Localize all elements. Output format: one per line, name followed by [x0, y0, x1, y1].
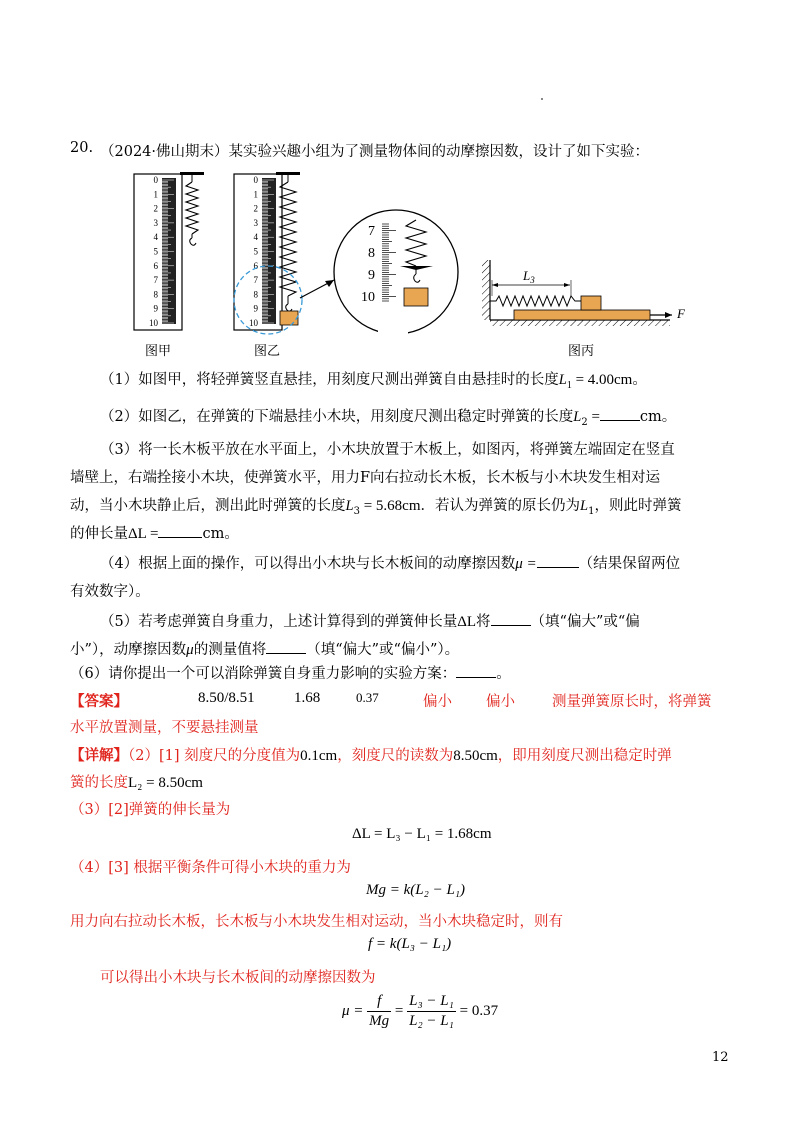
fig-b-ruler-label-4: 4 — [253, 232, 258, 243]
fig-b-ruler-label-7: 7 — [253, 275, 258, 286]
page-number: 12 — [712, 1050, 729, 1065]
fraction-f-over-Mg: $\frac{f}{Mg}$ — [369, 993, 390, 1029]
solution-step3: （3）[2]弹簧的伸长量为 — [70, 802, 231, 818]
caption-fig-c: 图丙 — [568, 344, 595, 359]
blank-3 — [158, 537, 202, 538]
part-3-line4: 的伸长量ΔL = cm。 — [70, 526, 239, 542]
zoom-ruler-label-8: 8 — [368, 246, 375, 261]
figure-c — [482, 260, 686, 326]
part-2: （2）如图乙，在弹簧的下端悬挂小木块，用刻度尺测出稳定时弹簧的长度$L_2$ = cm。 — [100, 409, 677, 428]
part-5-line1: （5）若考虑弹簧自身重力，上述计算得到的弹簧伸长量ΔL将 （填“偏大”或“偏 — [100, 614, 640, 630]
fig-b-ruler-label-3: 3 — [253, 217, 258, 228]
blank-5a — [491, 625, 531, 626]
zoom-ruler-label-9: 9 — [368, 268, 375, 283]
fig-b-ruler-label-2: 2 — [253, 203, 258, 214]
part-3-line1: （3）将一长木板平放在水平面上，小木块放置于木板上，如图丙，将弹簧左端固定在竖直 — [100, 442, 675, 458]
part-4-line2: 有效数字）。 — [70, 584, 150, 600]
figure-b — [234, 172, 302, 334]
fig-a-ruler-label-2: 2 — [153, 203, 158, 214]
solution-text-pull: 用力向右拉动长木板，长木板与小木块发生相对运动，当小木块稳定时，则有 — [70, 914, 563, 930]
equation-mu: μ = $\frac{f}{Mg}$ = $\frac{\text{L₃ − L₁}}{\text{L₂ − L₁}}$ = 0.37 — [342, 993, 499, 1029]
fig-a-ruler-label-1: 1 — [153, 189, 158, 200]
fig-a-ruler-label-6: 6 — [153, 260, 158, 271]
blank-2 — [600, 420, 640, 421]
part-3-line2: 墙壁上，右端拴接小木块，使弹簧水平，用力F向右拉动长木板，长木板与小木块发生相对运 — [70, 470, 661, 486]
answer-2: 1.68 — [294, 690, 321, 706]
fig-b-ruler-label-5: 5 — [253, 246, 258, 257]
blank-4 — [537, 567, 579, 568]
fig-b-ruler-label-1: 1 — [253, 189, 258, 200]
part-5-line2: 小”），动摩擦因数μ的测量值将 （填“偏大”或“偏小”）。 — [70, 642, 460, 658]
fig-a-ruler-label-8: 8 — [153, 289, 158, 300]
caption-fig-b: 图乙 — [254, 344, 281, 359]
part-3-line3: 动，当小木块静止后，测出此时弹簧的长度$L_3 = 5.68cm$．若认为弹簧的原长仍为$L_1$，则此时弹簧 — [70, 498, 682, 517]
answer-3: 0.37 — [356, 690, 379, 705]
fraction-lengths: $\frac{\text{L₃ − L₁}}{\text{L₂ − L₁}}$ — [409, 993, 454, 1029]
figure-a — [134, 172, 204, 330]
fig-c-L3-label: $L_3$ — [523, 268, 535, 285]
part-1: （1）如图甲，将轻弹簧竖直悬挂，用刻度尺测出弹簧自由悬挂时的长度$L_1 = 4.00cm$。 — [100, 372, 647, 391]
answer-6-line2: 水平放置测量，不要悬挂测量 — [70, 720, 259, 736]
solution-step4: （4）[3] 根据平衡条件可得小木块的重力为 — [70, 860, 351, 876]
fig-b-ruler-label-9: 9 — [253, 303, 258, 314]
question-intro: （2024·佛山期末）某实验兴趣小组为了测量物体间的动摩擦因数，设计了如下实验： — [100, 144, 650, 160]
fig-b-ruler-label-0: 0 — [253, 175, 258, 185]
fig-b-ruler-label-8: 8 — [253, 289, 258, 300]
fig-a-ruler-label-9: 9 — [153, 303, 158, 314]
answer-1: 8.50/8.51 — [198, 690, 255, 706]
equation-weight: Mg = k(L₂ − L₁) — [366, 882, 466, 898]
caption-fig-a: 图甲 — [145, 344, 172, 359]
question-number: 20. — [70, 140, 94, 156]
fig-a-ruler-label-0: 0 — [153, 175, 158, 185]
fig-a-ruler-label-10: 10 — [149, 318, 158, 328]
header-dot — [541, 98, 543, 100]
blank-5b — [266, 653, 306, 654]
fig-a-ruler-label-5: 5 — [153, 246, 158, 257]
part-6: （6）请你提出一个可以消除弹簧自身重力影响的实验方案： 。 — [70, 666, 511, 682]
answer-5: 偏小 — [486, 694, 515, 710]
answer-6-line1: 测量弹簧原长时，将弹簧 — [552, 694, 712, 710]
fig-b-ruler-label-6: 6 — [253, 260, 258, 271]
zoom-ruler-label-10: 10 — [361, 290, 375, 305]
blank-6 — [456, 677, 496, 678]
fig-b-ruler-label-10: 10 — [249, 318, 258, 328]
solution-line1: 【详解】（2）[1] 刻度尺的分度值为0.1cm，刻度尺的读数为8.50cm，即用刻度尺测出稳定时弹 — [70, 747, 672, 764]
equation-friction: f = k(L₃ − L₁) — [368, 936, 452, 952]
fig-c-F-label: F — [677, 306, 685, 321]
experiment-figures — [120, 168, 700, 358]
fig-a-ruler-label-3: 3 — [153, 217, 158, 228]
fig-a-ruler-label-7: 7 — [153, 275, 158, 286]
solution-text-mu: 可以得出小木块与长木板间的动摩擦因数为 — [100, 970, 376, 986]
answer-label: 【答案】 — [70, 693, 128, 710]
part-4-line1: （4）根据上面的操作，可以得出小木块与长木板间的动摩擦因数μ = （结果保留两位 — [100, 556, 681, 572]
zoom-ruler-label-7: 7 — [368, 224, 375, 239]
answer-4: 偏小 — [423, 694, 452, 710]
zoom-view — [334, 210, 458, 338]
solution-line2: 簧的长度L₂ = 8.50cm — [70, 775, 203, 791]
equation-extension: ΔL = L₃ − L₁ = 1.68cm — [352, 826, 492, 842]
fig-a-ruler-label-4: 4 — [153, 232, 158, 243]
